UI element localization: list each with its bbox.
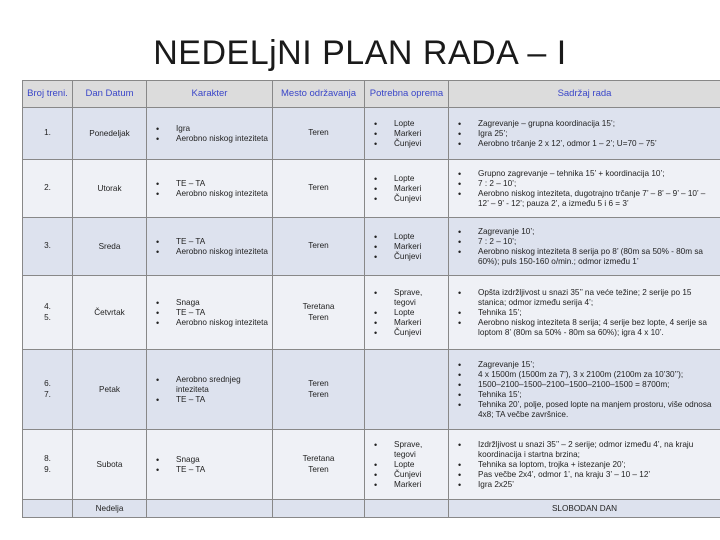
list-item: • Aerobno niskog inteziteta 8 serija po 8’ (80m sa 50% - 80m sa 60%); puls 150-160 o/min.; odmor između 1’ bbox=[452, 247, 717, 267]
cell-broj bbox=[23, 108, 73, 160]
cell-sadrzaj bbox=[449, 160, 720, 218]
cell-mesto bbox=[273, 276, 365, 350]
list-item: • Tehnika 20’, polje, posed lopte na manjem prostoru, više odnosa 4x8; TA večbe završnice. bbox=[452, 400, 717, 420]
cell-karakter bbox=[147, 350, 273, 430]
cell-mesto bbox=[273, 430, 365, 500]
list-item: • Snaga bbox=[150, 455, 269, 465]
header-karakter: Karakter bbox=[147, 81, 273, 108]
list-item: • Tehnika 15’; bbox=[452, 390, 717, 400]
cell-broj-line: 8. bbox=[44, 453, 51, 463]
cell-oprema bbox=[365, 108, 449, 160]
list-item: • Markeri bbox=[368, 318, 445, 328]
table-row bbox=[23, 160, 720, 218]
cell-mesto-line: Teren bbox=[308, 241, 329, 251]
header-row bbox=[23, 81, 720, 108]
list-item: • 4 x 1500m (1500m za 7’), 3 x 2100m (2100m za 10’30’’); bbox=[452, 370, 717, 380]
table-row bbox=[23, 108, 720, 160]
cell-karakter bbox=[147, 218, 273, 276]
cell-sadrzaj bbox=[449, 108, 720, 160]
list-item: • Lopte bbox=[368, 308, 445, 318]
list-item: • Igra bbox=[150, 124, 269, 134]
list-item: • Sprave, tegovi bbox=[368, 288, 445, 308]
cell-sadrzaj bbox=[449, 350, 720, 430]
list-item: • Markeri bbox=[368, 129, 445, 139]
list-item: • Markeri bbox=[368, 242, 445, 252]
table-row bbox=[23, 218, 720, 276]
list-item: • Igra 25’; bbox=[452, 129, 717, 139]
header-oprema: Potrebna oprema bbox=[365, 81, 449, 108]
cell-mesto-line: Teretana bbox=[302, 453, 335, 463]
list-item: • Zagrevanje 15’; bbox=[452, 360, 717, 370]
cell-mesto-line: Teren bbox=[308, 312, 329, 322]
cell-mesto bbox=[273, 218, 365, 276]
cell-oprema bbox=[365, 218, 449, 276]
cell-karakter bbox=[147, 500, 273, 518]
list-item: • Aerobno niskog inteziteta bbox=[150, 318, 269, 328]
list-item: • Aerobno niskog inteziteta bbox=[150, 134, 269, 144]
list-item: • Čunjevi bbox=[368, 470, 445, 480]
cell-mesto bbox=[273, 500, 365, 518]
cell-dan: Utorak bbox=[73, 160, 147, 218]
cell-sadrzaj bbox=[449, 276, 720, 350]
cell-broj bbox=[23, 430, 73, 500]
cell-mesto-line: Teretana bbox=[302, 301, 335, 311]
cell-karakter bbox=[147, 430, 273, 500]
list-item: • Snaga bbox=[150, 298, 269, 308]
list-item: • Čunjevi bbox=[368, 252, 445, 262]
list-item: • Aerobno niskog inteziteta bbox=[150, 189, 269, 199]
page-title: NEDELjNI PLAN RADA – I bbox=[153, 34, 567, 72]
list-item: • Markeri bbox=[368, 480, 445, 490]
cell-broj bbox=[23, 276, 73, 350]
weekly-plan-table bbox=[22, 80, 720, 518]
cell-mesto bbox=[273, 108, 365, 160]
list-item: • Čunjevi bbox=[368, 328, 445, 338]
cell-broj bbox=[23, 218, 73, 276]
cell-dan: Sreda bbox=[73, 218, 147, 276]
cell-broj-line: 4. bbox=[44, 301, 51, 311]
cell-dan: Ponedeljak bbox=[73, 108, 147, 160]
list-item: • Tehnika 15’; bbox=[452, 308, 717, 318]
cell-dan: Nedelja bbox=[73, 500, 147, 518]
list-item: • TE – TA bbox=[150, 465, 269, 475]
list-item: • 7 : 2 – 10’; bbox=[452, 179, 717, 189]
cell-oprema bbox=[365, 500, 449, 518]
cell-sadrzaj bbox=[449, 218, 720, 276]
list-item: • Lopte bbox=[368, 232, 445, 242]
table-row bbox=[23, 500, 720, 518]
list-item: • Aerobno niskog inteziteta, dugotrajno trčanje 7’ – 8’ – 9’ – 10’ – 12’ – 9’ - 12’; pauza 2’, a između 5 i 6 = 3’ bbox=[452, 189, 717, 209]
list-item: • Čunjevi bbox=[368, 194, 445, 204]
list-item: • Sprave, tegovi bbox=[368, 440, 445, 460]
table-row bbox=[23, 276, 720, 350]
cell-oprema bbox=[365, 430, 449, 500]
cell-broj bbox=[23, 350, 73, 430]
cell-mesto-line: Teren bbox=[308, 378, 329, 388]
list-item: • Zagrevanje 10’; bbox=[452, 227, 717, 237]
header-mesto: Mesto održavanja bbox=[273, 81, 365, 108]
list-item: • Markeri bbox=[368, 184, 445, 194]
list-item: • 1500–2100–1500–2100–1500–2100–1500 = 8700m; bbox=[452, 380, 717, 390]
list-item: • Izdržljivost u snazi 35’’ – 2 serije; odmor između 4’, na kraju koordinacija i startna brzina; bbox=[452, 440, 717, 460]
cell-dan: Četvrtak bbox=[73, 276, 147, 350]
cell-broj-line: 3. bbox=[44, 241, 51, 251]
table-row bbox=[23, 430, 720, 500]
list-item: • Tehnika sa loptom, trojka + istezanje 20’; bbox=[452, 460, 717, 470]
list-item: • TE – TA bbox=[150, 395, 269, 405]
list-item: • TE – TA bbox=[150, 308, 269, 318]
cell-mesto-line: Teren bbox=[308, 128, 329, 138]
list-item: • TE – TA bbox=[150, 179, 269, 189]
list-item: • Čunjevi bbox=[368, 139, 445, 149]
cell-oprema bbox=[365, 276, 449, 350]
list-item: • Opšta izdržljivost u snazi 35’’ na veće težine; 2 serije po 15 stanica; odmor između serija 4’; bbox=[452, 288, 717, 308]
list-item: • Aerobno srednjeg inteziteta bbox=[150, 375, 269, 395]
cell-mesto-line: Teren bbox=[308, 389, 329, 399]
list-item: • Igra 2x25’ bbox=[452, 480, 717, 490]
cell-sadrzaj: SLOBODAN DAN bbox=[449, 500, 720, 518]
list-item: • Aerobno trčanje 2 x 12’, odmor 1 – 2’; U=70 – 75’ bbox=[452, 139, 717, 149]
table-row bbox=[23, 350, 720, 430]
cell-broj-line: 2. bbox=[44, 183, 51, 193]
cell-mesto-line: Teren bbox=[308, 183, 329, 193]
header-sadrzaj: Sadržaj rada bbox=[449, 81, 720, 108]
header-dan: Dan Datum bbox=[73, 81, 147, 108]
cell-dan: Petak bbox=[73, 350, 147, 430]
cell-mesto bbox=[273, 160, 365, 218]
list-item: • Aerobno niskog inteziteta 8 serija; 4 serije bez lopte, 4 serije sa loptom 8’ (80m sa 50% - 80m sa 60%); igra 4 x 10’. bbox=[452, 318, 717, 338]
header-broj: Broj treni. bbox=[23, 81, 73, 108]
cell-karakter bbox=[147, 108, 273, 160]
list-item: • Grupno zagrevanje – tehnika 15’ + koordinacija 10’; bbox=[452, 169, 717, 179]
list-item: • TE – TA bbox=[150, 237, 269, 247]
cell-oprema bbox=[365, 160, 449, 218]
list-item: • Lopte bbox=[368, 460, 445, 470]
cell-broj bbox=[23, 500, 73, 518]
cell-oprema bbox=[365, 350, 449, 430]
cell-mesto-line: Teren bbox=[308, 464, 329, 474]
list-item: • Pas večbe 2x4’, odmor 1’, na kraju 3’ – 10 – 12’ bbox=[452, 470, 717, 480]
cell-sadrzaj bbox=[449, 430, 720, 500]
cell-karakter bbox=[147, 276, 273, 350]
cell-broj-line: 9. bbox=[44, 464, 51, 474]
cell-broj-line: 6. bbox=[44, 378, 51, 388]
cell-dan: Subota bbox=[73, 430, 147, 500]
list-item: • Lopte bbox=[368, 174, 445, 184]
cell-broj-line: 7. bbox=[44, 389, 51, 399]
cell-karakter bbox=[147, 160, 273, 218]
list-item: • Zagrevanje – grupna koordinacija 15’; bbox=[452, 119, 717, 129]
list-item: • Lopte bbox=[368, 119, 445, 129]
cell-broj-line: 1. bbox=[44, 128, 51, 138]
list-item: • 7 : 2 – 10’; bbox=[452, 237, 717, 247]
table-body bbox=[23, 108, 720, 518]
cell-mesto bbox=[273, 350, 365, 430]
cell-broj bbox=[23, 160, 73, 218]
list-item: • Aerobno niskog inteziteta bbox=[150, 247, 269, 257]
cell-broj-line: 5. bbox=[44, 312, 51, 322]
